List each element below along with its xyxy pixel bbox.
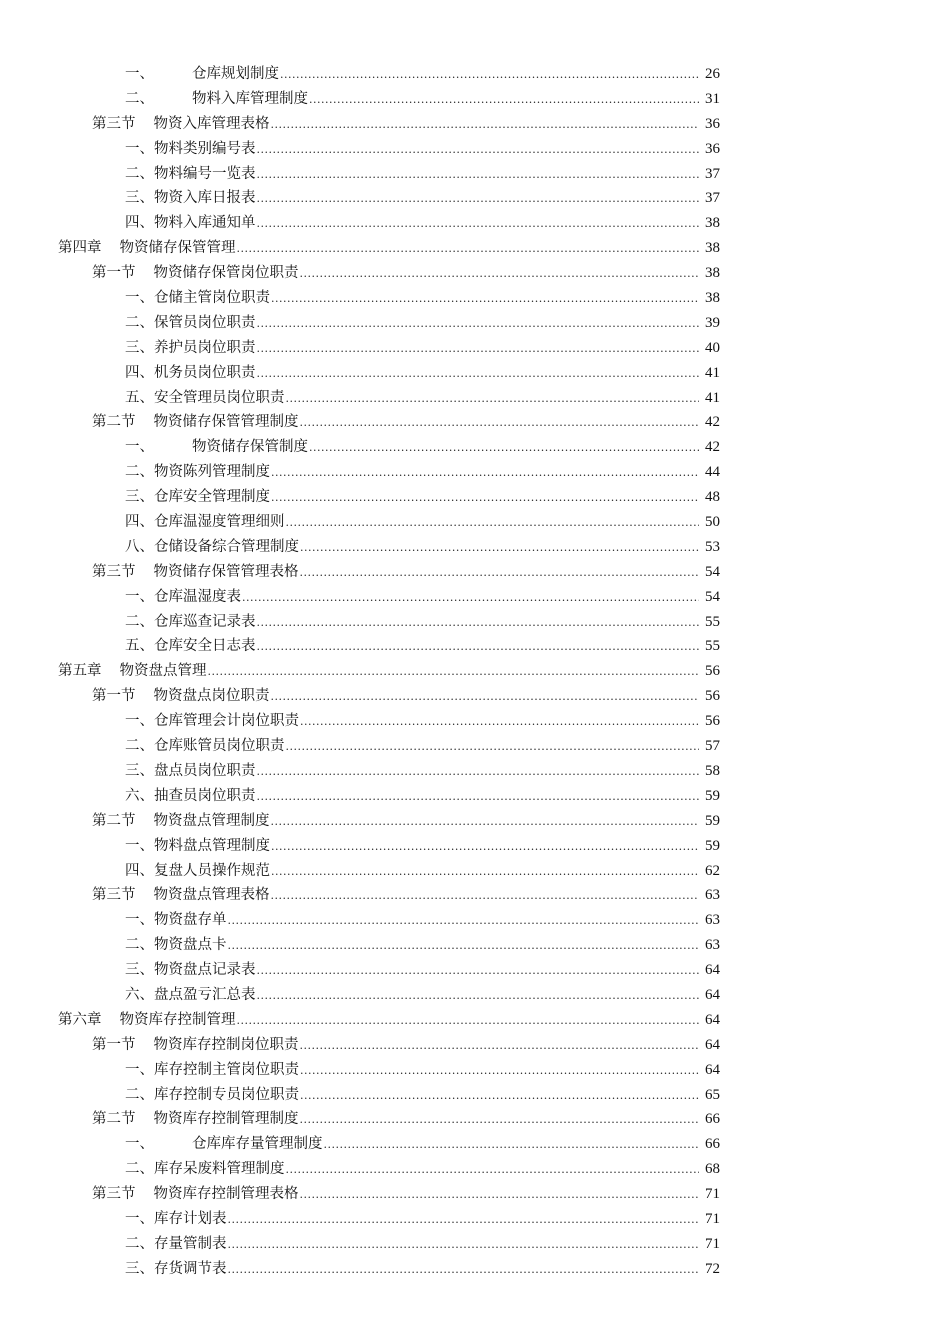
toc-entry-number: 六、: [125, 986, 154, 1003]
toc-entry-text: [125, 162, 256, 187]
toc-dot-leader: [257, 635, 700, 660]
toc-entry-text: [125, 1232, 227, 1257]
toc-dot-leader: [257, 611, 700, 636]
toc-entry-number: 一、: [125, 1061, 154, 1078]
toc-entry-title: 物资盘点记录表: [154, 962, 256, 979]
toc-entry-text: [125, 709, 299, 734]
toc-entry-item[interactable]: [0, 1157, 950, 1182]
toc-dot-leader: [271, 685, 700, 710]
toc-entry-text: [92, 684, 270, 709]
toc-entry-item[interactable]: [0, 535, 950, 560]
toc-entry-title: 物资盘点岗位职责: [153, 688, 270, 705]
toc-entry-title: 盘点员岗位职责: [154, 762, 256, 779]
toc-entry-text: [92, 560, 299, 585]
toc-entry-text: [92, 883, 270, 908]
toc-entry-number: 一、: [125, 66, 154, 82]
toc-entry-title: 仓库库存量管理制度: [192, 1136, 323, 1153]
toc-entry-item[interactable]: [0, 709, 950, 734]
toc-entry-text: [125, 759, 256, 784]
toc-page-number: 66: [705, 1136, 720, 1153]
toc-entry-number: 四、: [125, 514, 154, 531]
toc-entry-number: 第三节: [92, 115, 136, 132]
toc-entry-section[interactable]: [0, 809, 950, 834]
toc-entry-number: 三、: [125, 762, 154, 779]
toc-entry-text: [92, 410, 299, 435]
toc-dot-leader: [237, 1009, 700, 1034]
toc-entry-number: 二、: [125, 90, 154, 107]
toc-entry-title: 物料入库通知单: [154, 215, 256, 232]
toc-entry-text: [125, 634, 256, 659]
toc-entry-title: 物资盘点管理: [119, 663, 207, 680]
toc-entry-section[interactable]: [0, 261, 950, 286]
toc-entry-number: 三、: [125, 489, 154, 506]
toc-page-number: 39: [705, 314, 720, 331]
toc-dot-leader: [300, 1084, 699, 1109]
toc-dot-leader: [324, 1133, 700, 1158]
toc-page-number: 40: [705, 339, 720, 356]
toc-entry-number: 一、: [125, 1210, 154, 1227]
toc-page-number: 44: [705, 464, 720, 481]
toc-entry-section[interactable]: [0, 1182, 950, 1207]
toc-entry-text: [92, 1107, 299, 1132]
toc-dot-leader: [228, 934, 700, 959]
toc-dot-leader: [257, 959, 700, 984]
toc-dot-leader: [286, 1158, 700, 1183]
toc-entry-number: 三、: [125, 962, 154, 979]
toc-entry-number: 二、: [125, 165, 154, 182]
toc-page-number: 64: [705, 962, 720, 979]
toc-entry-text: [58, 1008, 236, 1033]
toc-dot-leader: [257, 312, 700, 337]
toc-entry-number: 一、: [125, 140, 154, 157]
toc-dot-leader: [271, 835, 699, 860]
toc-entry-title: 机务员岗位职责: [154, 364, 256, 381]
toc-page-number: 38: [705, 215, 720, 232]
toc-entry-number: 第四章: [58, 240, 102, 257]
toc-entry-number: 二、: [125, 738, 154, 755]
toc-page-number: 26: [705, 66, 720, 82]
toc-dot-leader: [300, 262, 700, 287]
toc-entry-item[interactable]: [0, 933, 950, 958]
toc-page-number: 64: [705, 1036, 720, 1053]
toc-page-number: 65: [705, 1086, 720, 1103]
toc-page-number: 37: [705, 165, 720, 182]
toc-entry-item[interactable]: [0, 1232, 950, 1257]
toc-entry-number: 二、: [125, 314, 154, 331]
toc-entry-title: 仓储主管岗位职责: [154, 290, 270, 307]
toc-page-number: 56: [705, 713, 720, 730]
toc-dot-leader: [257, 760, 700, 785]
toc-entry-title: 仓库巡查记录表: [154, 613, 256, 630]
toc-entry-title: 抽查员岗位职责: [154, 787, 256, 804]
toc-entry-text: [92, 112, 270, 137]
toc-entry-number: 一、: [125, 1136, 154, 1153]
toc-entry-title: 物资库存控制管理制度: [153, 1111, 299, 1128]
toc-entry-item[interactable]: [0, 859, 950, 884]
toc-entry-item[interactable]: [0, 311, 950, 336]
toc-entry-text: [125, 137, 256, 162]
toc-entry-text: [125, 958, 256, 983]
toc-dot-leader: [300, 536, 699, 561]
toc-dot-leader: [309, 436, 699, 461]
toc-dot-leader: [257, 187, 700, 212]
toc-entry-text: [92, 1182, 299, 1207]
toc-page-number: 59: [705, 837, 720, 854]
toc-entry-item[interactable]: [0, 336, 950, 361]
toc-dot-leader: [257, 163, 700, 188]
toc-entry-text: [125, 1157, 285, 1182]
toc-entry-text: [92, 261, 299, 286]
toc-dot-leader: [300, 1059, 699, 1084]
toc-entry-text: [125, 62, 279, 87]
toc-entry-section[interactable]: [0, 560, 950, 585]
toc-entry-title: 库存控制专员岗位职责: [154, 1086, 299, 1103]
toc-entry-number: 第二节: [92, 1111, 136, 1128]
toc-entry-title: 仓库规划制度: [192, 66, 279, 82]
toc-entry-text: [125, 983, 256, 1008]
toc-entry-title: 物资库存控制管理表格: [153, 1186, 299, 1203]
toc-entry-title: 物资陈列管理制度: [154, 464, 270, 481]
toc-dot-leader: [257, 785, 700, 810]
toc-dot-leader: [257, 362, 700, 387]
toc-entry-text: [125, 311, 256, 336]
toc-entry-title: 复盘人员操作规范: [154, 862, 270, 879]
toc-page-number: 62: [705, 862, 720, 879]
toc-entry-item[interactable]: [0, 1058, 950, 1083]
toc-page-number: 48: [705, 489, 720, 506]
toc-entry-title: 物资库存控制管理: [119, 1011, 236, 1028]
toc-entry-number: 一、: [125, 588, 154, 605]
toc-dot-leader: [271, 113, 700, 138]
toc-dot-leader: [271, 884, 700, 909]
toc-page-number: 71: [705, 1186, 720, 1203]
toc-dot-leader: [257, 212, 700, 237]
toc-dot-leader: [280, 63, 699, 88]
toc-entry-number: 一、: [125, 713, 154, 730]
toc-entry-item[interactable]: [0, 485, 950, 510]
toc-entry-chapter[interactable]: [0, 659, 950, 684]
toc-entry-title: 养护员岗位职责: [154, 339, 256, 356]
toc-entry-number: 四、: [125, 215, 154, 232]
toc-entry-text: [125, 1083, 299, 1108]
toc-entry-number: 三、: [125, 1260, 154, 1277]
toc-entry-item[interactable]: [0, 834, 950, 859]
toc-dot-leader: [228, 1258, 700, 1283]
toc-entry-section[interactable]: [0, 1107, 950, 1132]
toc-entry-title: 物资储存保管管理: [119, 240, 236, 257]
toc-entry-number: 二、: [125, 464, 154, 481]
toc-entry-title: 物料类别编号表: [154, 140, 256, 157]
toc-page-number: 59: [705, 787, 720, 804]
toc-entry-number: 第一节: [92, 265, 136, 282]
toc-page-number: 54: [705, 563, 720, 580]
toc-entry-text: [125, 386, 285, 411]
toc-page-number: 55: [705, 638, 720, 655]
toc-entry-text: [125, 1257, 227, 1282]
toc-entry-number: 第五章: [58, 663, 102, 680]
toc-entry-item[interactable]: [0, 62, 950, 87]
toc-entry-title: 物料盘点管理制度: [154, 837, 270, 854]
toc-entry-number: 二、: [125, 1235, 154, 1252]
toc-entry-text: [125, 485, 270, 510]
toc-page-number: 42: [705, 439, 720, 456]
toc-dot-leader: [300, 710, 699, 735]
toc-entry-item[interactable]: [0, 1207, 950, 1232]
toc-page-number: 56: [705, 663, 720, 680]
toc-entry-item[interactable]: [0, 460, 950, 485]
toc-entry-title: 物资盘点管理表格: [153, 887, 270, 904]
toc-dot-leader: [271, 461, 699, 486]
toc-entry-item[interactable]: [0, 286, 950, 311]
toc-entry-title: 仓库安全管理制度: [154, 489, 270, 506]
toc-entry-number: 一、: [125, 439, 154, 456]
toc-entry-section[interactable]: [0, 410, 950, 435]
toc-entry-item[interactable]: [0, 610, 950, 635]
toc-page-number: 63: [705, 912, 720, 929]
toc-dot-leader: [286, 511, 700, 536]
toc-entry-number: 二、: [125, 613, 154, 630]
toc-page-number: 63: [705, 937, 720, 954]
toc-dot-leader: [228, 1233, 700, 1258]
toc-entry-number: 二、: [125, 1086, 154, 1103]
toc-entry-section[interactable]: [0, 1033, 950, 1058]
toc-page-number: 57: [705, 738, 720, 755]
toc-entry-title: 物资库存控制岗位职责: [153, 1036, 299, 1053]
toc-entry-number: 第一节: [92, 688, 136, 705]
toc-page-number: 38: [705, 265, 720, 282]
toc-entry-text: [125, 535, 299, 560]
toc-entry-number: 二、: [125, 937, 154, 954]
toc-dot-leader: [271, 486, 699, 511]
toc-entry-text: [125, 834, 270, 859]
toc-entry-number: 一、: [125, 912, 154, 929]
toc-entry-item[interactable]: [0, 1083, 950, 1108]
toc-entry-text: [125, 1058, 299, 1083]
toc-entry-number: 五、: [125, 638, 154, 655]
toc-entry-title: 仓库安全日志表: [154, 638, 256, 655]
toc-page-number: 50: [705, 514, 720, 531]
toc-entry-number: 五、: [125, 389, 154, 406]
toc-page-number: 31: [705, 90, 720, 107]
toc-page-number: 37: [705, 190, 720, 207]
toc-dot-leader: [309, 88, 699, 113]
toc-entry-title: 物资储存保管管理制度: [153, 414, 299, 431]
toc-page-number: 53: [705, 538, 720, 555]
toc-entry-item[interactable]: [0, 734, 950, 759]
toc-entry-text: [125, 610, 256, 635]
toc-entry-title: 库存计划表: [154, 1210, 227, 1227]
toc-dot-leader: [242, 586, 699, 611]
toc-entry-item[interactable]: [0, 162, 950, 187]
toc-entry-title: 仓库管理会计岗位职责: [154, 713, 299, 730]
toc-entry-item[interactable]: [0, 361, 950, 386]
toc-entry-text: [125, 734, 285, 759]
toc-entry-text: [125, 1132, 323, 1157]
toc-entry-text: [125, 784, 256, 809]
toc-entry-section[interactable]: [0, 883, 950, 908]
toc-page-number: 42: [705, 414, 720, 431]
table-of-contents: [0, 62, 950, 1282]
toc-entry-title: 物料编号一览表: [154, 165, 256, 182]
toc-entry-title: 物资储存保管制度: [192, 439, 308, 456]
toc-page-number: 66: [705, 1111, 720, 1128]
toc-entry-number: 三、: [125, 190, 154, 207]
toc-entry-number: 四、: [125, 364, 154, 381]
toc-entry-text: [125, 435, 308, 460]
toc-entry-title: 存量管制表: [154, 1235, 227, 1252]
toc-page-number: 38: [705, 240, 720, 257]
toc-entry-item[interactable]: [0, 1132, 950, 1157]
toc-entry-number: 一、: [125, 290, 154, 307]
toc-entry-number: 第六章: [58, 1011, 102, 1028]
toc-dot-leader: [286, 387, 700, 412]
toc-entry-text: [125, 585, 241, 610]
toc-entry-item[interactable]: [0, 585, 950, 610]
toc-entry-number: 四、: [125, 862, 154, 879]
toc-dot-leader: [300, 411, 700, 436]
toc-entry-text: [125, 908, 227, 933]
toc-entry-number: 第二节: [92, 414, 136, 431]
toc-dot-leader: [300, 1108, 700, 1133]
toc-dot-leader: [271, 860, 699, 885]
toc-dot-leader: [300, 1034, 700, 1059]
toc-page-number: 56: [705, 688, 720, 705]
toc-dot-leader: [271, 287, 699, 312]
toc-page-number: 36: [705, 140, 720, 157]
toc-dot-leader: [228, 909, 700, 934]
toc-entry-text: [58, 659, 207, 684]
toc-entry-item[interactable]: [0, 908, 950, 933]
toc-entry-chapter[interactable]: [0, 236, 950, 261]
toc-entry-text: [125, 510, 285, 535]
toc-page-number: 59: [705, 812, 720, 829]
toc-entry-text: [125, 186, 256, 211]
toc-entry-title: 库存呆废料管理制度: [154, 1161, 285, 1178]
toc-entry-title: 物资储存保管管理表格: [153, 563, 299, 580]
toc-entry-text: [125, 211, 256, 236]
toc-entry-text: [125, 286, 270, 311]
toc-page-number: 71: [705, 1235, 720, 1252]
toc-entry-text: [125, 87, 308, 112]
toc-entry-number: 第一节: [92, 1036, 136, 1053]
toc-entry-title: 安全管理员岗位职责: [154, 389, 285, 406]
toc-entry-item[interactable]: [0, 186, 950, 211]
toc-page-number: 41: [705, 364, 720, 381]
toc-page-number: 68: [705, 1161, 720, 1178]
toc-page-number: 54: [705, 588, 720, 605]
toc-entry-item[interactable]: [0, 137, 950, 162]
toc-dot-leader: [257, 138, 700, 163]
toc-entry-item[interactable]: [0, 211, 950, 236]
toc-entry-text: [125, 460, 270, 485]
toc-entry-text: [125, 361, 256, 386]
toc-entry-text: [92, 1033, 299, 1058]
toc-entry-title: 库存控制主管岗位职责: [154, 1061, 299, 1078]
toc-entry-title: 仓储设备综合管理制度: [154, 538, 299, 555]
toc-entry-item[interactable]: [0, 784, 950, 809]
toc-entry-item[interactable]: [0, 435, 950, 460]
toc-entry-title: 物资入库日报表: [154, 190, 256, 207]
toc-entry-number: 六、: [125, 787, 154, 804]
toc-entry-title: 物资入库管理表格: [153, 115, 270, 132]
toc-entry-chapter[interactable]: [0, 1008, 950, 1033]
toc-entry-number: 第三节: [92, 887, 136, 904]
toc-entry-title: 盘点盈亏汇总表: [154, 986, 256, 1003]
toc-page-number: 64: [705, 1061, 720, 1078]
toc-entry-number: 第三节: [92, 563, 136, 580]
toc-page-number: 64: [705, 986, 720, 1003]
toc-dot-leader: [271, 810, 700, 835]
toc-dot-leader: [228, 1208, 700, 1233]
toc-entry-title: 物资盘点管理制度: [153, 812, 270, 829]
toc-entry-item[interactable]: [0, 1257, 950, 1282]
toc-entry-text: [125, 933, 227, 958]
toc-entry-title: 保管员岗位职责: [154, 314, 256, 331]
toc-entry-number: 三、: [125, 339, 154, 356]
toc-dot-leader: [257, 337, 700, 362]
toc-entry-section[interactable]: [0, 112, 950, 137]
toc-dot-leader: [286, 735, 700, 760]
toc-page-number: 63: [705, 887, 720, 904]
toc-entry-text: [58, 236, 236, 261]
toc-page-number: 64: [705, 1011, 720, 1028]
toc-page-number: 71: [705, 1210, 720, 1227]
toc-entry-number: 一、: [125, 837, 154, 854]
toc-entry-title: 仓库温湿度表: [154, 588, 241, 605]
toc-entry-title: 仓库账管员岗位职责: [154, 738, 285, 755]
toc-entry-text: [92, 809, 270, 834]
toc-page-number: 72: [705, 1260, 720, 1277]
toc-page-number: 55: [705, 613, 720, 630]
toc-entry-title: 物料入库管理制度: [192, 90, 308, 107]
toc-entry-text: [125, 859, 270, 884]
toc-entry-item[interactable]: [0, 983, 950, 1008]
toc-entry-item[interactable]: [0, 958, 950, 983]
toc-page-number: 58: [705, 762, 720, 779]
toc-entry-item[interactable]: [0, 87, 950, 112]
toc-dot-leader: [208, 660, 700, 685]
toc-entry-title: 物资盘存单: [154, 912, 227, 929]
toc-page-number: 36: [705, 115, 720, 132]
toc-entry-title: 物资储存保管岗位职责: [153, 265, 299, 282]
toc-entry-item[interactable]: [0, 386, 950, 411]
toc-entry-number: 第三节: [92, 1186, 136, 1203]
toc-entry-item[interactable]: [0, 759, 950, 784]
toc-entry-number: 第二节: [92, 812, 136, 829]
toc-entry-text: [125, 336, 256, 361]
toc-dot-leader: [237, 237, 700, 262]
toc-dot-leader: [300, 1183, 700, 1208]
toc-entry-number: 二、: [125, 1161, 154, 1178]
toc-entry-section[interactable]: [0, 684, 950, 709]
toc-entry-title: 物资盘点卡: [154, 937, 227, 954]
toc-dot-leader: [300, 561, 700, 586]
toc-entry-title: 存货调节表: [154, 1260, 227, 1277]
toc-entry-item[interactable]: [0, 634, 950, 659]
toc-page-number: 41: [705, 389, 720, 406]
toc-dot-leader: [257, 984, 700, 1009]
toc-page-number: 38: [705, 290, 720, 307]
toc-entry-number: 八、: [125, 538, 154, 555]
toc-entry-title: 仓库温湿度管理细则: [154, 514, 285, 531]
toc-entry-text: [125, 1207, 227, 1232]
toc-entry-item[interactable]: [0, 510, 950, 535]
